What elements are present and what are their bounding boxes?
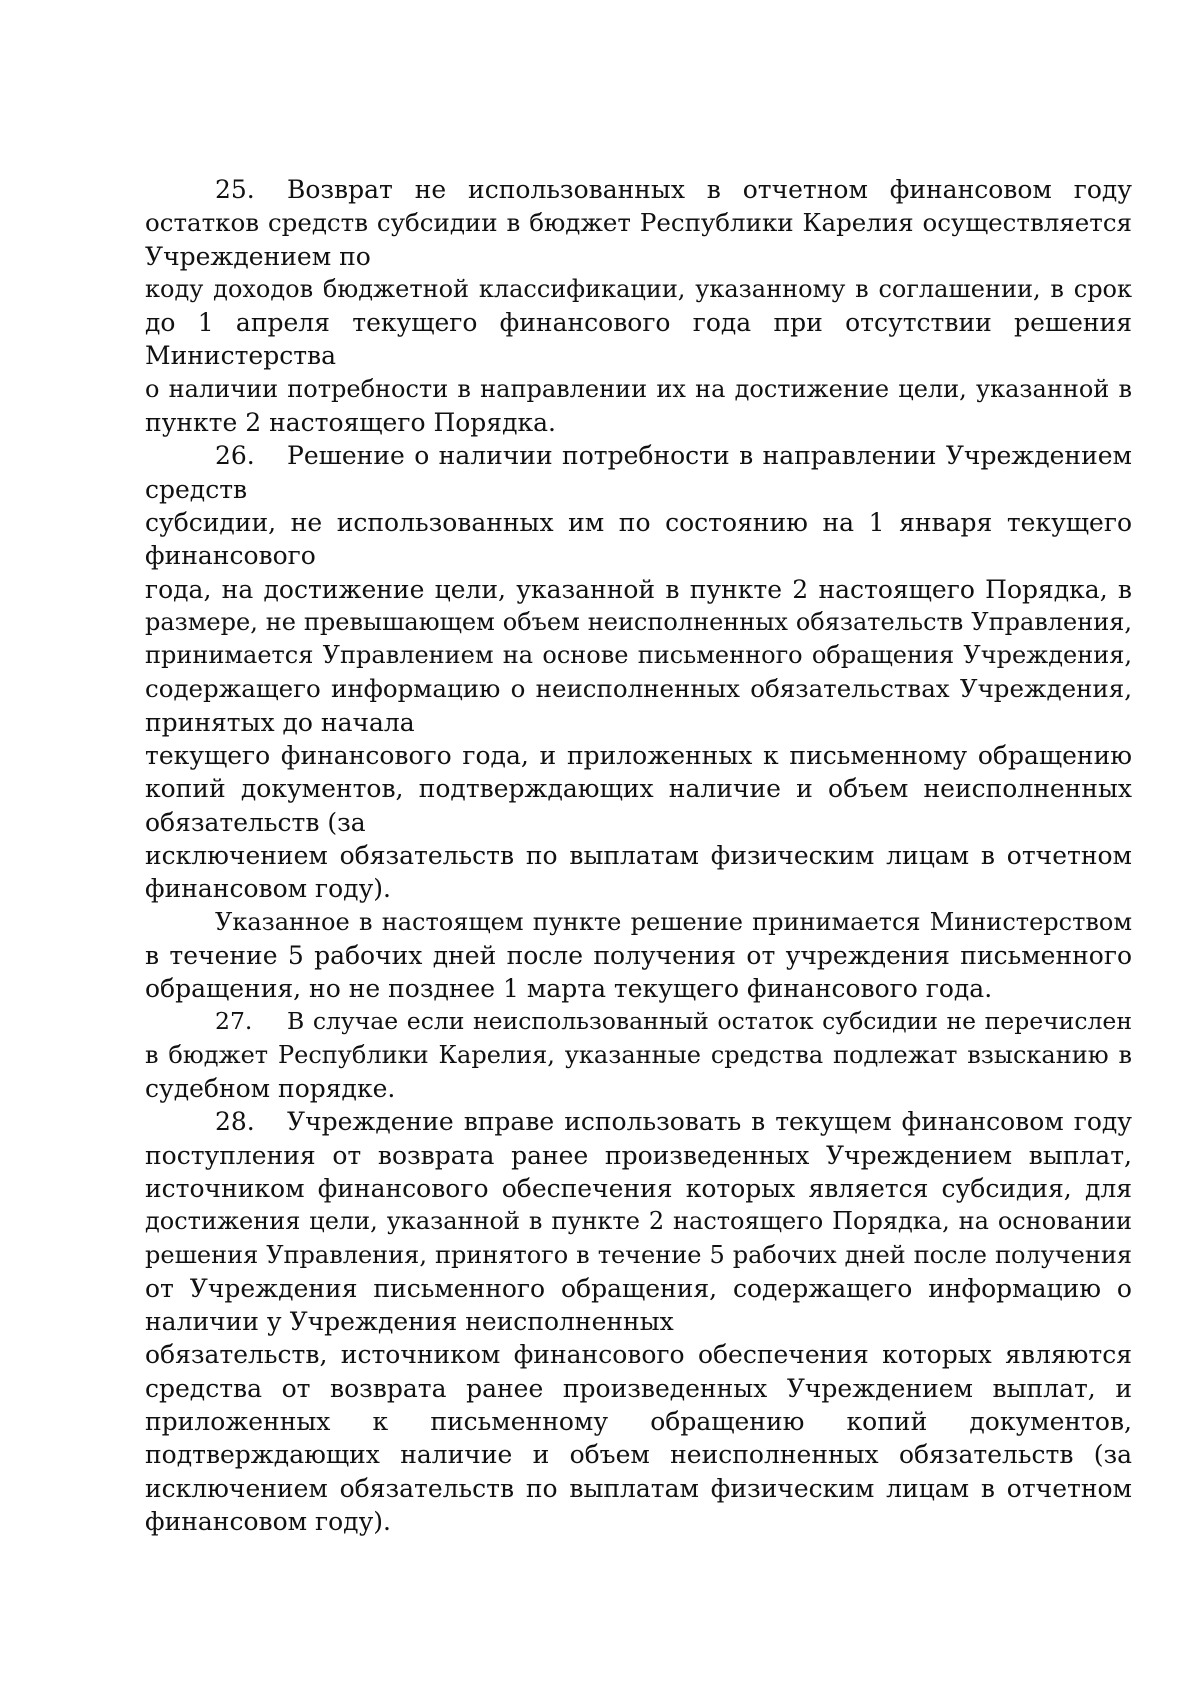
line-text: средства от возврата ранее произведенных Учреждением выплат, и [145, 1373, 1132, 1403]
text-line [145, 939, 1132, 972]
line-text: субсидии, не использованных им по состоянию на 1 января текущего [145, 507, 1132, 537]
line-text: копий документов, подтверждающих наличие и объем неисполненных [145, 774, 1132, 804]
line-text: финансовом году). [145, 874, 391, 904]
line-text: финансового [145, 541, 316, 571]
text-line [145, 839, 1132, 872]
line-text: средств [145, 474, 248, 504]
line-text: источником финансового обеспечения которых является субсидия, для [145, 1173, 1132, 1203]
text-line [145, 339, 1132, 372]
line-text: о наличии потребности в направлении их на достижение цели, указанной в [145, 374, 1132, 403]
text-line [145, 739, 1132, 772]
line-text: В случае если неиспользованный остаток субсидии не перечислен [287, 1007, 1132, 1036]
line-text: Решение о наличии потребности в направлении Учреждением [287, 441, 1132, 471]
line-text: наличии у Учреждения неисполненных [145, 1307, 674, 1337]
text-line [145, 306, 1132, 339]
text-line [145, 240, 1132, 273]
line-text: принимается Управлением на основе письменного обращения Учреждения, [145, 641, 1132, 670]
text-line [145, 1205, 1132, 1238]
text-line [145, 539, 1132, 572]
text-line [145, 1505, 1132, 1538]
line-text: исключением обязательств по выплатам физическим лицам в отчетном [145, 1473, 1132, 1503]
line-text: остатков средств субсидии в бюджет Республики Карелия осуществляется [145, 208, 1132, 238]
text-line [145, 1172, 1132, 1205]
paragraph-first-line [145, 1005, 1132, 1038]
text-line [145, 806, 1132, 839]
text-line [145, 639, 1132, 672]
line-text: содержащего информацию о неисполненных обязательствах Учреждения, [145, 674, 1132, 704]
line-text: подтверждающих наличие и объем неисполненных обязательств (за [145, 1440, 1132, 1470]
paragraph-first-line [145, 173, 1132, 206]
text-line [145, 1338, 1132, 1371]
line-text: Учреждением по [145, 241, 371, 271]
line-text: исключением обязательств по выплатам физическим лицам в отчетном [145, 840, 1132, 870]
line-text: достижения цели, указанной в пункте 2 настоящего Порядка, на основании [145, 1207, 1132, 1236]
line-text: коду доходов бюджетной классификации, указанному в соглашении, в срок [145, 274, 1132, 303]
text-line [145, 473, 1132, 506]
text-line [145, 1472, 1132, 1505]
text-line [145, 406, 1132, 439]
paragraph-number: 25. [215, 175, 255, 204]
line-text: Учреждение вправе использовать в текущем финансовом году [287, 1107, 1132, 1137]
text-line [145, 772, 1132, 805]
text-line [145, 273, 1132, 306]
line-text: финансовом году). [145, 1506, 391, 1536]
document-body [145, 173, 1132, 1538]
text-line [145, 573, 1132, 606]
text-line [145, 1039, 1132, 1072]
line-text: Возврат не использованных в отчетном финансовом году [287, 175, 1132, 204]
text-line [145, 672, 1132, 705]
paragraph-number: 27. [215, 1007, 253, 1036]
line-text: пункте 2 настоящего Порядка. [145, 408, 556, 438]
text-line [145, 1305, 1132, 1338]
line-text: принятых до начала [145, 707, 415, 737]
text-line [145, 1239, 1132, 1272]
text-line [145, 1438, 1132, 1471]
line-text: года, на достижение цели, указанной в пункте 2 настоящего Порядка, в [145, 574, 1132, 604]
line-text: от Учреждения письменного обращения, содержащего информацию о [145, 1273, 1132, 1303]
paragraph-first-line [145, 439, 1132, 472]
paragraph-first-line [145, 1105, 1132, 1138]
text-line [145, 1405, 1132, 1438]
line-text: текущего финансового года, и приложенных к письменному обращению [145, 741, 1132, 771]
line-text: решения Управления, принятого в течение 5 рабочих дней после получения [145, 1240, 1132, 1269]
line-text: обращения, но не позднее 1 марта текущего финансового года. [145, 974, 993, 1004]
text-line [145, 706, 1132, 739]
line-text: в бюджет Республики Карелия, указанные средства подлежат взысканию в [145, 1040, 1132, 1069]
line-text: судебном порядке. [145, 1074, 396, 1104]
line-text: Министерства [145, 341, 337, 371]
line-text: обязательств (за [145, 807, 366, 837]
text-line [145, 206, 1132, 239]
line-text: поступления от возврата ранее произведенных Учреждением выплат, [145, 1140, 1132, 1170]
text-line [145, 1072, 1132, 1105]
line-text: до 1 апреля текущего финансового года при отсутствии решения [145, 308, 1132, 338]
paragraph-number: 26. [215, 441, 255, 471]
text-line [145, 373, 1132, 406]
line-text: приложенных к письменному обращению копий документов, [145, 1406, 1132, 1436]
text-line [145, 506, 1132, 539]
text-line [145, 606, 1132, 639]
text-line [145, 1372, 1132, 1405]
paragraph-number: 28. [215, 1107, 255, 1137]
text-line [145, 872, 1132, 905]
text-line [145, 1139, 1132, 1172]
line-text: в течение 5 рабочих дней после получения от учреждения письменного [145, 940, 1132, 970]
line-text: обязательств, источником финансового обеспечения которых являются [145, 1340, 1132, 1370]
text-line [145, 972, 1132, 1005]
line-text: размере, не превышающем объем неисполненных обязательств Управления, [145, 607, 1132, 636]
text-line [145, 1272, 1132, 1305]
text-line [145, 906, 1132, 939]
line-text: Указанное в настоящем пункте решение принимается Министерством [215, 907, 1132, 936]
